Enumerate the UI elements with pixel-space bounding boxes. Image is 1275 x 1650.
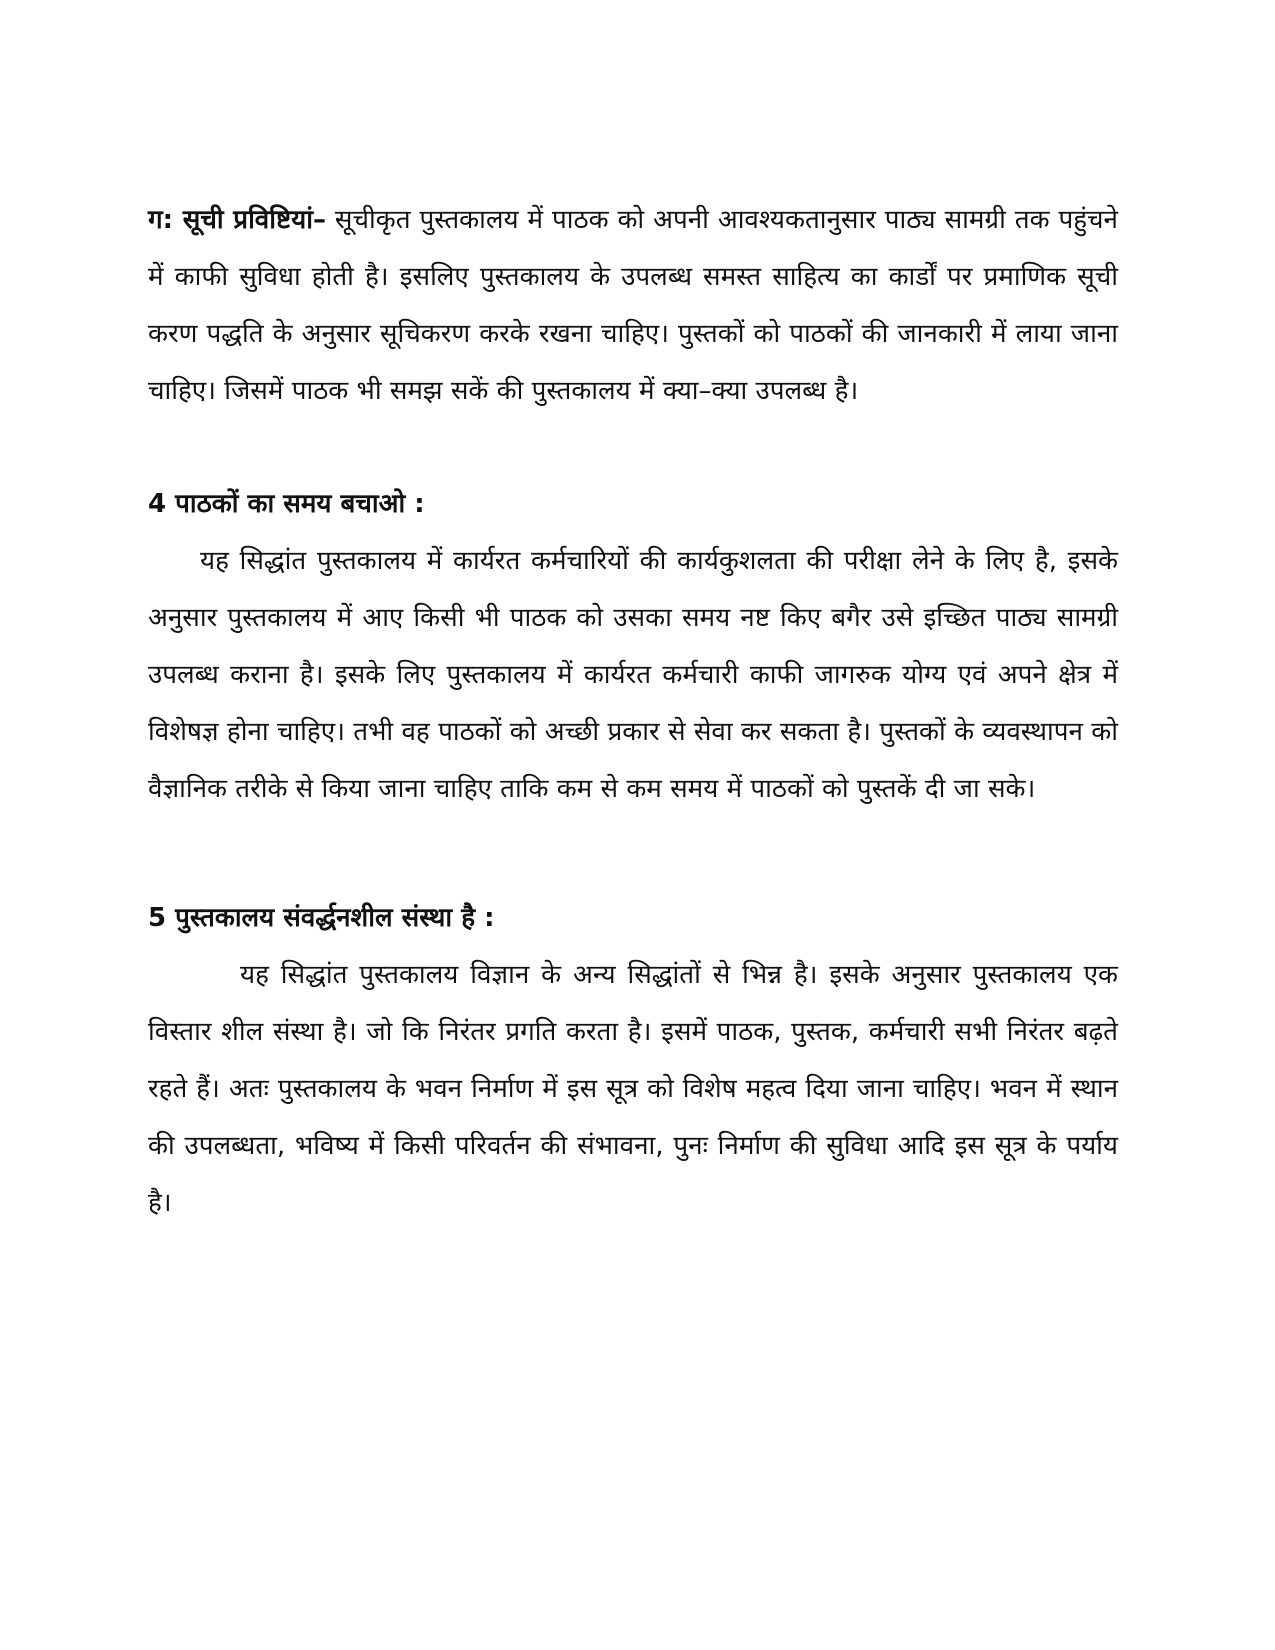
section-5-paragraph: यह सिद्धांत पुस्तकालय विज्ञान के अन्य सिद्धांतों से भिन्न है। इसके अनुसार पुस्तकालय एक विस्तार शील संस्था है। जो कि निरंतर प्रगति करता है। इसमें पाठक, पुस्तक, कर्मचारी सभी निरंतर बढ़ते रहते हैं। अतः पुस्तकालय के भवन निर्माण में इस सूत्र को विशेष महत्व दिया जाना चाहिए। भवन में स्थान की उपलब्धता, भविष्य में किसी परिवर्तन की संभावना, पुनः निर्माण की सुविधा आदि इस सूत्र के पर्याय है।: [148, 960, 1118, 1218]
section-4-heading: 4 पाठकों का समय बचाओ :: [148, 489, 425, 519]
section-g-lead: ग: सूची प्रविष्टियां–: [148, 205, 326, 235]
section-4-paragraph: यह सिद्धांत पुस्तकालय में कार्यरत कर्मचारियों की कार्यकुशलता की परीक्षा लेने के लिए है, इसके अनुसार पुस्तकालय में आए किसी भी पाठक को उसका समय नष्ट किए बगैर उसे इच्छित पाठ्य सामग्री उपलब्ध कराना है। इसके लिए पुस्तकालय में कार्यरत कर्मचारी काफी जागरुक योग्य एवं अपने क्षेत्र में विशेषज्ञ होना चाहिए। तभी वह पाठकों को अच्छी प्रकार से सेवा कर सकता है। पुस्तकों के व्यवस्थापन को वैज्ञानिक तरीके से किया जाना चाहिए ताकि कम से कम समय में पाठकों को पुस्तकें दी जा सके।: [148, 546, 1118, 804]
section-5-heading: 5 पुस्तकालय संवर्द्धनशील संस्था है :: [148, 903, 495, 933]
section-g-paragraph: [148, 192, 1118, 420]
section-g-text: सूचीकृत पुस्तकालय में पाठक को अपनी आवश्यकतानुसार पाठ्य सामग्री तक पहुंचने में काफी सुविधा होती है। इसलिए पुस्तकालय के उपलब्ध समस्त साहित्य का कार्डों पर प्रमाणिक सूची करण पद्धति के अनुसार सूचिकरण करके रखना चाहिए। पुस्तकों को पाठकों की जानकारी में लाया जाना चाहिए। जिसमें पाठक भी समझ सकें की पुस्तकालय में क्या–क्या उपलब्ध है।: [148, 205, 1118, 406]
document-page: [148, 192, 1118, 1232]
